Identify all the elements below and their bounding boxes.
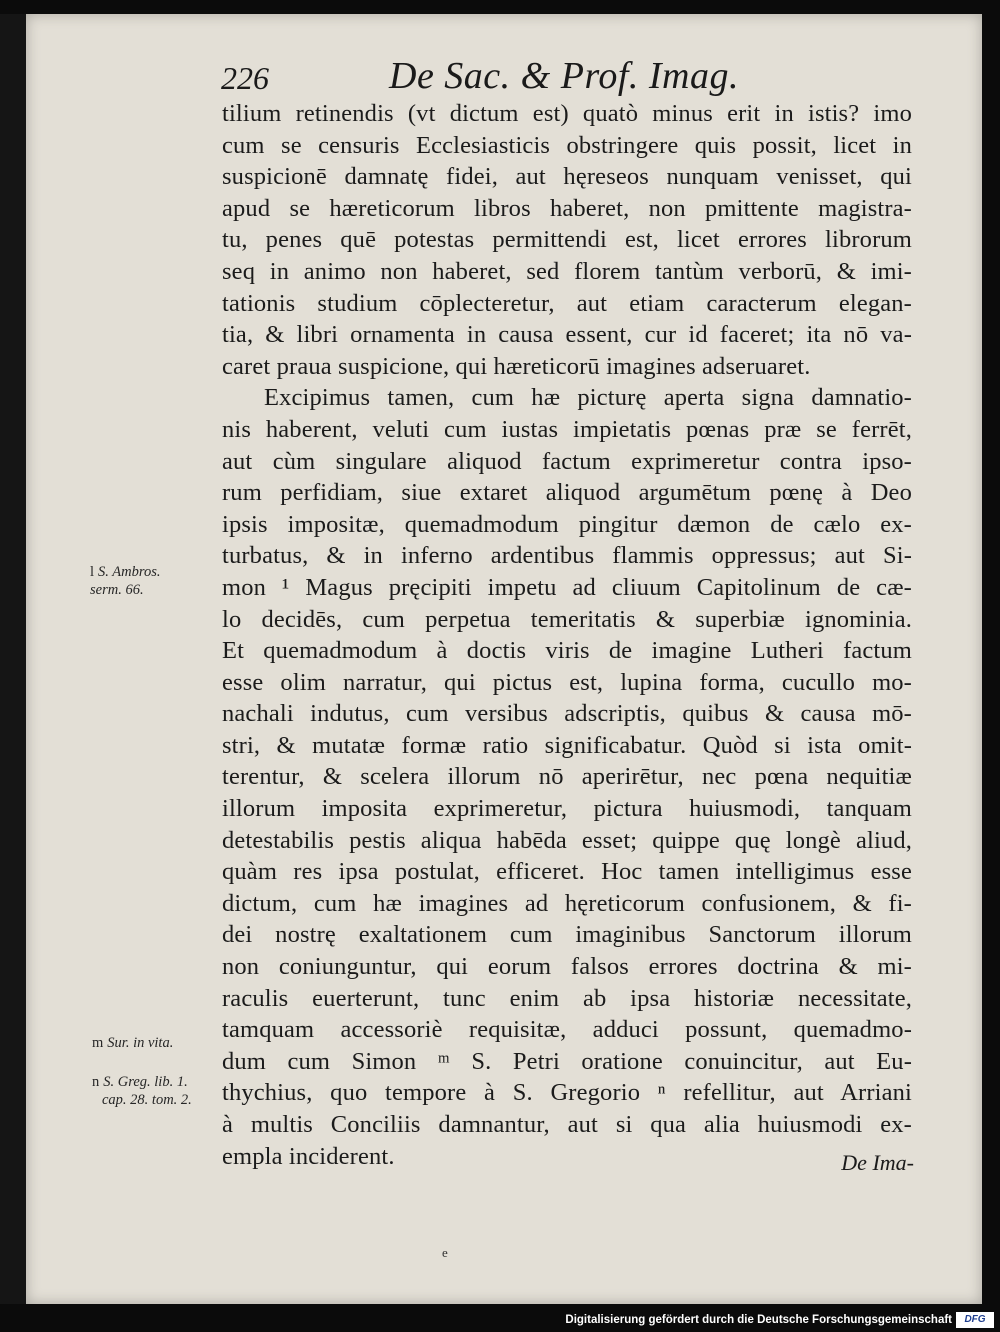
text-line: ipsis impositæ, quemadmodum pingitur dæmon de cælo ex-	[222, 510, 912, 538]
text-line: stri, & mutatæ formæ ratio significabatur. Quòd si ista omit-	[222, 731, 912, 759]
text-line: tilium retinendis (vt dictum est) quatò minus erit in istis? imo	[222, 100, 912, 127]
scan-edge	[0, 14, 26, 1304]
note-mark: l	[90, 564, 95, 580]
text-line: tia, & libri ornamenta in causa essent, cur id faceret; ita nō va-	[222, 321, 912, 349]
text-line: suspicionē damnatę fidei, aut hęreseos nunquam venisset, qui	[222, 163, 912, 191]
text-line: non coniunguntur, qui eorum falsos errores doctrina & mi-	[222, 953, 912, 981]
text-line: empla inciderent.	[222, 1142, 395, 1170]
text-line: esse olim narratur, qui pictus est, lupina forma, cucullo mo-	[222, 668, 912, 696]
text-line: tamquam accessoriè requisitæ, adduci possunt, quemadmo-	[222, 1016, 912, 1044]
text-line: dei nostrę exaltationem cum imaginibus Sanctorum illorum	[222, 921, 912, 949]
page-number: 226	[221, 60, 269, 96]
text-line: apud se hæreticorum libros haberet, non pmittente magistra-	[222, 194, 912, 222]
text-line: quàm res ipsa postulat, efficeret. Hoc tamen intelligimus esse	[222, 858, 912, 886]
text-line: cum se censuris Ecclesiasticis obstringere quis possit, licet in	[222, 131, 912, 159]
text-line: caret praua suspicione, qui hæreticorū imagines adseruaret.	[222, 352, 811, 380]
text-line: nachali indutus, cum versibus adscriptis, quibus & causa mō-	[222, 700, 912, 728]
text-line: à multis Conciliis damnantur, aut si qua alia huiusmodi ex-	[222, 1111, 912, 1138]
text-line: dum cum Simon ᵐ S. Petri oratione conuincitur, aut Eu-	[222, 1047, 912, 1075]
text-line: tationis studium cōplecteretur, aut etiam caracterum elegan-	[222, 289, 912, 317]
text-line: rum perfidiam, siue extaret aliquod argumētum pœnę à Deo	[222, 479, 912, 507]
text-line: illorum imposita exprimeretur, pictura huiusmodi, tanquam	[222, 795, 912, 823]
body-text	[222, 98, 912, 1172]
signature-mark: e	[442, 1245, 448, 1260]
dfg-logo: DFG	[956, 1312, 994, 1328]
text-line: Et quemadmodum à doctis viris de imagine Lutheri factum	[222, 637, 912, 665]
note-line: serm. 66.	[90, 582, 144, 598]
margin-note-l	[90, 563, 160, 599]
text-line: nis haberent, veluti cum iustas impietatis pœnas præ se ferrēt,	[222, 415, 912, 443]
text-line: Excipimus tamen, cum hæ picturę aperta signa damnatio-	[264, 384, 912, 412]
note-line: S. Greg. lib. 1.	[103, 1074, 188, 1090]
page-header	[221, 54, 741, 102]
text-line: seq in animo non haberet, sed florem tantùm verborū, & imi-	[222, 257, 912, 285]
note-mark: m	[92, 1035, 104, 1051]
text-line: aut cùm singulare aliquod factum exprimeretur contra ipso-	[222, 447, 912, 475]
note-line: cap. 28. tom. 2.	[102, 1092, 192, 1108]
text-line: terentur, & scelera illorum nō aperirētur, nec pœna nequitiæ	[222, 763, 912, 791]
margin-note-n	[92, 1073, 192, 1109]
note-line: S. Ambros.	[98, 564, 161, 580]
funding-credit: Digitalisierung gefördert durch die Deutsche Forschungsgemeinschaft	[565, 1314, 952, 1326]
text-line: dictum, cum hæ imagines ad hęreticorum confusionem, & fi-	[222, 889, 912, 917]
text-line: tu, penes quē potestas permittendi est, licet errores librorum	[222, 226, 912, 254]
note-mark: n	[92, 1074, 100, 1090]
text-line: thychius, quo tempore à S. Gregorio ⁿ refellitur, aut Arriani	[222, 1079, 912, 1107]
text-line: detestabilis pestis aliqua habēda esset; quippe quę longè aliud,	[222, 826, 912, 854]
margin-note-m	[92, 1034, 173, 1052]
text-line: lo decidēs, cum perpetua temeritatis & superbiæ ignominia.	[222, 605, 912, 633]
catchword: De Ima-	[841, 1150, 914, 1175]
running-title: De Sac. & Prof. Imag.	[389, 55, 739, 97]
note-line: Sur. in vita.	[107, 1035, 174, 1051]
text-line: mon ¹ Magus pręcipiti impetu ad cliuum Capitolinum de cæ-	[222, 573, 912, 601]
text-line: raculis euerterunt, tunc enim ab ipsa historiæ necessitate,	[222, 984, 912, 1012]
text-line: turbatus, & in inferno ardentibus flammis oppressus; aut Si-	[222, 542, 912, 570]
